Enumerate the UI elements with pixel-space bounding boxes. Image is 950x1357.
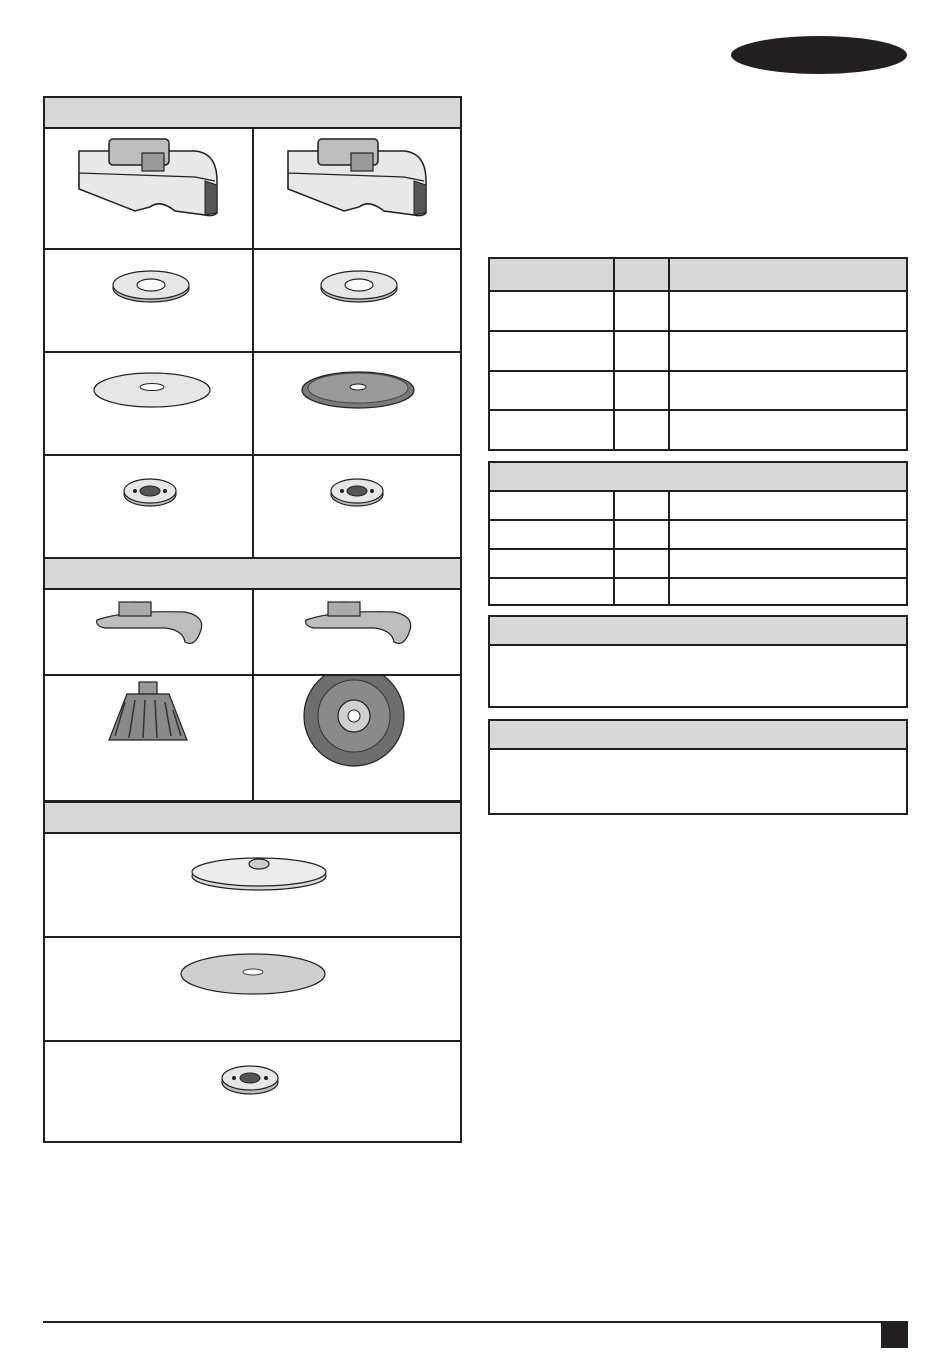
backing-pad-icon <box>45 834 460 936</box>
table-row <box>490 550 906 579</box>
cup-wire-brush-icon <box>45 676 252 798</box>
accessory-cell <box>45 834 460 936</box>
accessory-cell <box>45 676 254 800</box>
noise-data-table <box>488 461 908 606</box>
clamp-nut-icon <box>45 456 252 557</box>
accessory-cell <box>45 250 254 351</box>
note-header <box>490 617 906 646</box>
inner-flange-icon <box>254 250 460 351</box>
accessory-cell <box>254 353 460 454</box>
table-row <box>490 521 906 550</box>
accessory-cell <box>254 676 460 800</box>
accessory-row <box>45 1042 460 1142</box>
section-heading <box>45 803 460 834</box>
diamond-disc-icon <box>254 353 460 454</box>
clamp-nut-icon <box>254 456 460 557</box>
accessory-row <box>45 456 460 557</box>
note-box <box>488 719 908 815</box>
section-heading <box>45 98 460 129</box>
inner-flange-icon <box>45 250 252 351</box>
accessory-row <box>45 353 460 456</box>
accessory-cell <box>45 353 254 454</box>
half-guard-icon <box>254 590 460 674</box>
language-tab <box>731 36 907 74</box>
page-number <box>881 1323 908 1348</box>
accessory-cell <box>45 938 460 1040</box>
wheel-guard-icon <box>254 129 460 248</box>
accessory-cell <box>45 456 254 557</box>
accessory-row <box>45 938 460 1042</box>
accessory-row <box>45 129 460 250</box>
accessory-row <box>45 834 460 938</box>
accessory-cell <box>254 590 460 674</box>
accessory-row <box>45 250 460 353</box>
wire-wheel-brush-icon <box>254 676 460 798</box>
accessory-cell <box>254 129 460 248</box>
accessory-section-brushing <box>43 557 462 802</box>
table-row <box>490 372 906 411</box>
table-row <box>490 292 906 332</box>
sanding-disc-icon <box>45 938 460 1040</box>
table-header <box>490 259 906 292</box>
table-row <box>490 579 906 604</box>
accessory-cell <box>254 456 460 557</box>
clamp-nut-icon <box>45 1042 460 1142</box>
table-row <box>490 492 906 521</box>
accessory-cell <box>45 1042 460 1142</box>
accessory-cell <box>45 590 254 674</box>
note-body <box>490 750 906 810</box>
accessory-row <box>45 676 460 800</box>
note-body <box>490 646 906 706</box>
wheel-guard-icon <box>45 129 252 248</box>
accessory-row <box>45 590 460 676</box>
note-box <box>488 615 908 708</box>
section-heading <box>45 559 460 590</box>
table-header <box>490 463 906 492</box>
table-row <box>490 332 906 372</box>
accessory-cell <box>45 129 254 248</box>
accessory-section-grinding <box>43 96 462 559</box>
half-guard-icon <box>45 590 252 674</box>
accessory-section-sanding <box>43 801 462 1143</box>
footer-rule <box>43 1321 908 1323</box>
note-header <box>490 721 906 750</box>
technical-data-table <box>488 257 908 451</box>
accessory-cell <box>254 250 460 351</box>
table-row <box>490 411 906 449</box>
abrasive-disc-icon <box>45 353 252 454</box>
